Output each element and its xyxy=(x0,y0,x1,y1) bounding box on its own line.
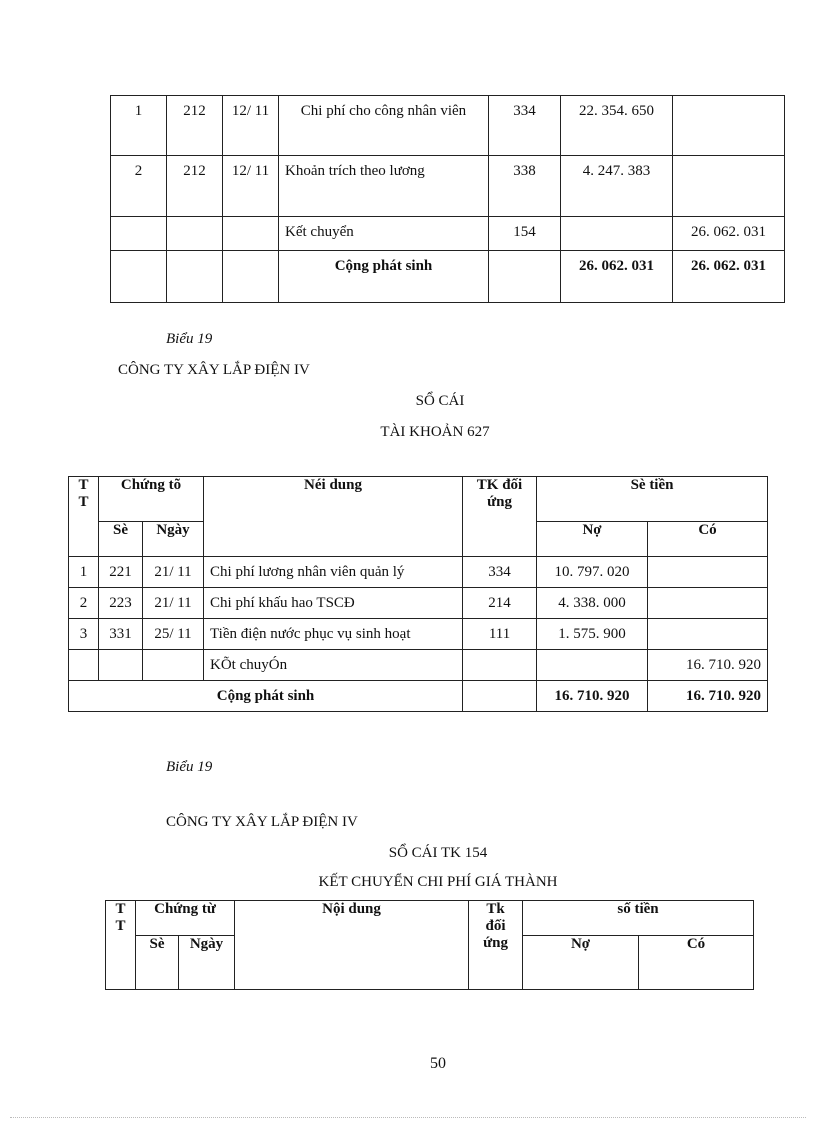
caption: Biểu 19 xyxy=(166,331,213,347)
company-name: CÔNG TY XÂY LẮP ĐIỆN IV xyxy=(166,814,358,830)
ledger-table-top xyxy=(110,95,785,303)
header-so: Sè xyxy=(136,936,179,990)
row-ngay: 21/ 11 xyxy=(143,557,204,588)
row-no: 4. 338. 000 xyxy=(537,588,648,619)
row-so xyxy=(99,650,143,681)
total-row xyxy=(69,681,768,712)
total-no: 26. 062. 031 xyxy=(561,251,673,303)
ledger-subtitle: TÀI KHOẢN 627 xyxy=(380,424,490,440)
total-label: Cộng phát sinh xyxy=(69,681,463,712)
row-tk: 111 xyxy=(463,619,537,650)
row-co xyxy=(648,557,768,588)
row-tk: 154 xyxy=(489,217,561,251)
row-co xyxy=(673,156,785,217)
row-so: 221 xyxy=(99,557,143,588)
row-tt: 3 xyxy=(69,619,99,650)
row-no: 22. 354. 650 xyxy=(561,96,673,156)
header-row xyxy=(106,901,754,936)
row-tt xyxy=(111,217,167,251)
total-no: 16. 710. 920 xyxy=(537,681,648,712)
total-label: Cộng phát sinh xyxy=(279,251,489,303)
header-row xyxy=(69,477,768,522)
row-so xyxy=(167,217,223,251)
row-noi-dung: Khoản trích theo lương xyxy=(279,156,489,217)
row-no: 10. 797. 020 xyxy=(537,557,648,588)
row-co xyxy=(673,96,785,156)
caption: Biểu 19 xyxy=(166,759,213,775)
ledger-subtitle: KẾT CHUYỂN CHI PHÍ GIÁ THÀNH xyxy=(318,874,558,890)
row-tk: 334 xyxy=(463,557,537,588)
header-so: Sè xyxy=(99,522,143,557)
row-so: 212 xyxy=(167,156,223,217)
page-bottom-divider xyxy=(10,1117,806,1118)
row-ngay xyxy=(223,217,279,251)
header-ngay: Ngày xyxy=(143,522,204,557)
row-no: 1. 575. 900 xyxy=(537,619,648,650)
row-no xyxy=(561,217,673,251)
table-row xyxy=(69,619,768,650)
row-tk: 334 xyxy=(489,96,561,156)
row-co: 16. 710. 920 xyxy=(648,650,768,681)
header-noi-dung: Néi dung xyxy=(204,477,463,557)
table-row xyxy=(111,156,785,217)
row-noi-dung: KÕt chuyÓn xyxy=(204,650,463,681)
table-row xyxy=(69,557,768,588)
total-co: 16. 710. 920 xyxy=(648,681,768,712)
row-co: 26. 062. 031 xyxy=(673,217,785,251)
row-tt: 1 xyxy=(69,557,99,588)
row-so: 212 xyxy=(167,96,223,156)
table-row xyxy=(69,588,768,619)
row-no xyxy=(537,650,648,681)
row-tk xyxy=(463,650,537,681)
header-co: Có xyxy=(639,936,754,990)
row-co xyxy=(648,588,768,619)
header-tk: Tk đối ứng xyxy=(469,901,523,990)
row-co xyxy=(648,619,768,650)
ledger-title: SỔ CÁI xyxy=(415,393,465,409)
row-noi-dung: Chi phí cho công nhân viên xyxy=(279,96,489,156)
row-ngay: 12/ 11 xyxy=(223,156,279,217)
header-chung-tu: Chứng từ xyxy=(136,901,235,936)
row-no: 4. 247. 383 xyxy=(561,156,673,217)
row-noi-dung: Chi phí lương nhân viên quản lý xyxy=(204,557,463,588)
row-ngay xyxy=(143,650,204,681)
header-no: Nợ xyxy=(537,522,648,557)
row-tt: 2 xyxy=(69,588,99,619)
row-noi-dung: Tiền điện nước phục vụ sinh hoạt xyxy=(204,619,463,650)
row-tt: 2 xyxy=(111,156,167,217)
header-so-tien: Sè tiền xyxy=(537,477,768,522)
table-row xyxy=(111,96,785,156)
header-tt: T T xyxy=(69,477,99,557)
ledger-table-154 xyxy=(105,900,754,990)
table-row xyxy=(111,217,785,251)
company-name: CÔNG TY XÂY LẮP ĐIỆN IV xyxy=(118,362,310,378)
row-noi-dung: Chi phí khấu hao TSCĐ xyxy=(204,588,463,619)
table-row xyxy=(69,650,768,681)
header-no: Nợ xyxy=(523,936,639,990)
total-row xyxy=(111,251,785,303)
row-ngay: 25/ 11 xyxy=(143,619,204,650)
header-so-tien: số tiền xyxy=(523,901,754,936)
row-tt: 1 xyxy=(111,96,167,156)
row-so: 223 xyxy=(99,588,143,619)
ledger-title: SỔ CÁI TK 154 xyxy=(388,845,488,861)
row-ngay: 12/ 11 xyxy=(223,96,279,156)
header-tt: T T xyxy=(106,901,136,990)
row-tk: 214 xyxy=(463,588,537,619)
row-tk: 338 xyxy=(489,156,561,217)
row-tt xyxy=(69,650,99,681)
header-co: Có xyxy=(648,522,768,557)
header-tk: TK đối ứng xyxy=(463,477,537,557)
header-ngay: Ngày xyxy=(179,936,235,990)
ledger-table-627 xyxy=(68,476,768,712)
header-chung-tu: Chứng tõ xyxy=(99,477,204,522)
row-so: 331 xyxy=(99,619,143,650)
row-noi-dung: Kết chuyển xyxy=(279,217,489,251)
total-co: 26. 062. 031 xyxy=(673,251,785,303)
page-number: 50 xyxy=(430,1055,446,1072)
row-ngay: 21/ 11 xyxy=(143,588,204,619)
header-noi-dung: Nội dung xyxy=(235,901,469,990)
